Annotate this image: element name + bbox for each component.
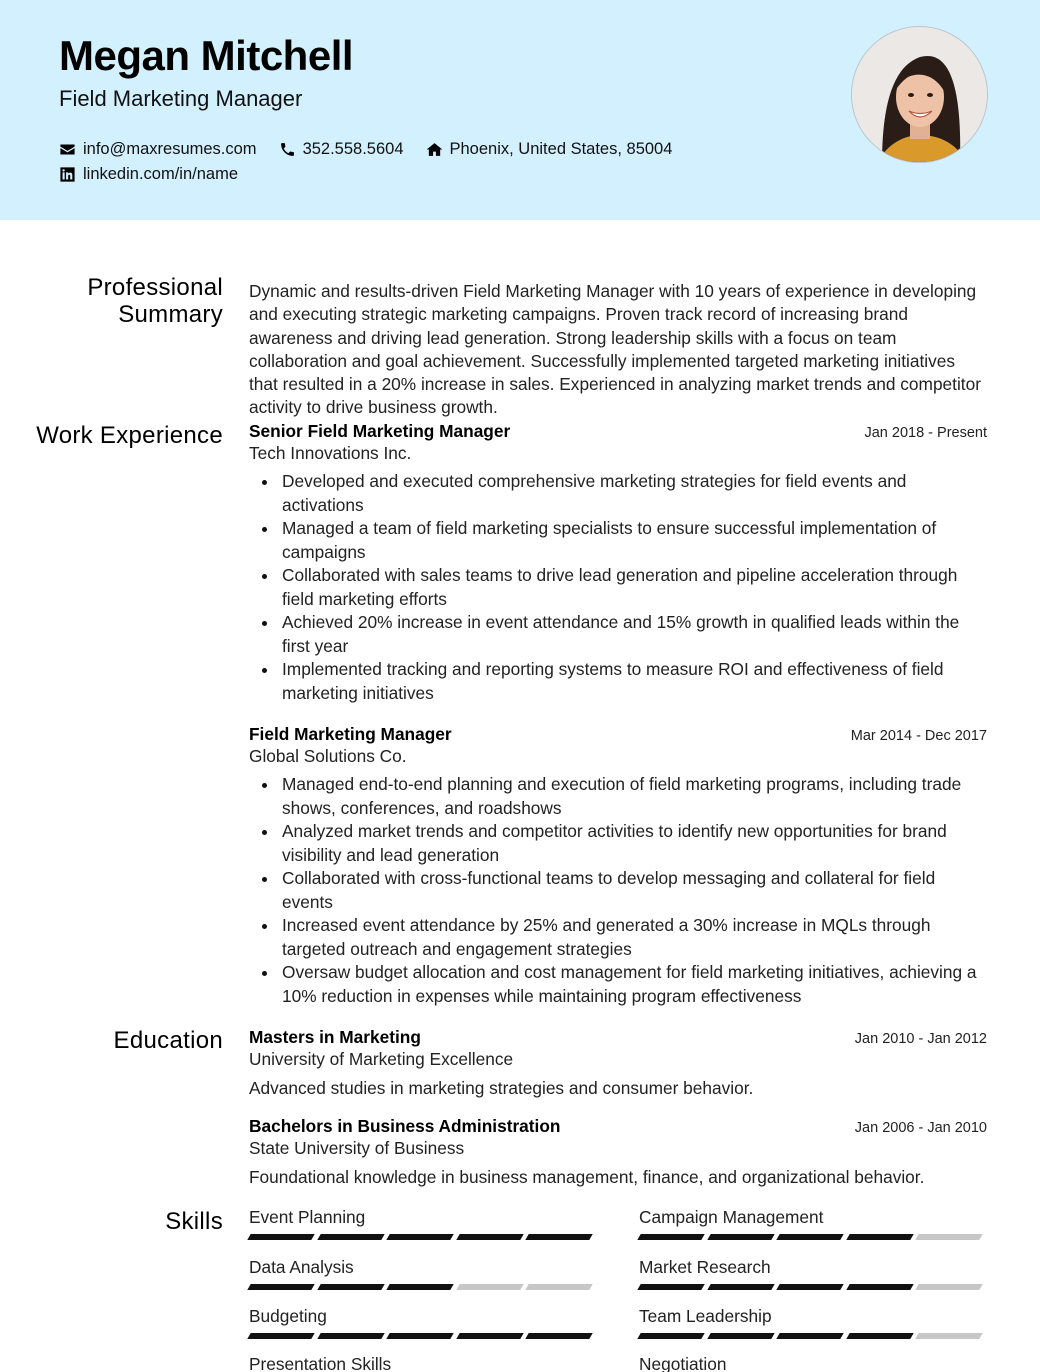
summary-block <box>249 280 987 420</box>
linkedin-text[interactable]: linkedin.com/in/name <box>83 165 238 183</box>
education-dates: Jan 2010 - Jan 2012 <box>854 1031 987 1047</box>
skill-segment <box>247 1333 315 1339</box>
skill-segment <box>386 1234 454 1240</box>
skill-name: Campaign Management <box>639 1207 824 1227</box>
home-icon <box>426 141 443 158</box>
skill-name: Negotiation <box>639 1354 727 1372</box>
contact-row-1 <box>59 140 694 159</box>
skill-name: Budgeting <box>249 1306 327 1326</box>
skill-level-bar <box>639 1234 987 1240</box>
skill-segment <box>707 1284 775 1290</box>
skill-item <box>639 1257 987 1290</box>
linkedin-icon <box>59 166 76 183</box>
job-dates: Jan 2018 - Present <box>864 425 987 441</box>
education-entry <box>249 1116 987 1189</box>
job-entry <box>249 724 987 1008</box>
skill-segment <box>846 1234 914 1240</box>
list-item: Oversaw budget allocation and cost management for field marketing initiatives, achieving a 10% reduction in expenses while maintaining program effectiveness <box>249 961 987 1008</box>
list-item: Implemented tracking and reporting systems to measure ROI and effectiveness of field marketing initiatives <box>249 658 987 705</box>
location-text: Phoenix, United States, 85004 <box>449 140 673 158</box>
candidate-name: Megan Mitchell <box>59 32 354 79</box>
list-item: Analyzed market trends and competitor activities to identify new opportunities for brand visibility and lead generation <box>249 820 987 867</box>
candidate-title: Field Marketing Manager <box>59 86 303 111</box>
skill-segment <box>846 1284 914 1290</box>
skill-segment <box>456 1333 524 1339</box>
email-text[interactable]: info@maxresumes.com <box>83 140 257 158</box>
list-item: Managed end-to-end planning and execution of field marketing programs, including trade shows, conferences, and roadshows <box>249 773 987 820</box>
skill-name: Presentation Skills <box>249 1354 392 1372</box>
skill-segment <box>456 1284 524 1290</box>
skill-segment <box>386 1284 454 1290</box>
phone-icon <box>279 141 296 158</box>
job-bullets <box>249 773 987 1008</box>
skill-item <box>249 1207 597 1240</box>
job-company: Tech Innovations Inc. <box>249 443 412 463</box>
skill-segment <box>776 1284 844 1290</box>
skill-segment <box>776 1333 844 1339</box>
skill-segment <box>247 1284 315 1290</box>
skill-item <box>249 1257 597 1290</box>
skill-segment <box>637 1284 705 1290</box>
degree-title: Masters in Marketing <box>249 1027 421 1047</box>
skill-segment <box>526 1234 594 1240</box>
contact-location <box>426 140 673 159</box>
skill-segment <box>707 1234 775 1240</box>
skill-level-bar <box>249 1333 597 1339</box>
skill-segment <box>317 1284 385 1290</box>
education-desc: Foundational knowledge in business management, finance, and organizational behavior. <box>249 1167 925 1187</box>
list-item: Increased event attendance by 25% and generated a 30% increase in MQLs through targeted outreach and engagement strategies <box>249 914 987 961</box>
job-bullets <box>249 470 987 705</box>
skill-segment <box>916 1333 984 1339</box>
skill-name: Data Analysis <box>249 1257 354 1277</box>
section-title-summary: Professional Summary <box>87 274 223 328</box>
list-item: Collaborated with cross-functional teams to develop messaging and collateral for field events <box>249 867 987 914</box>
skill-segment <box>526 1333 594 1339</box>
summary-text: Dynamic and results-driven Field Marketing Manager with 10 years of experience in developing and executing strategic marketing campaigns. Proven track record of increasing brand awareness and driving lead generation. Strong leadership skills with a focus on team collaboration and goal achievement. Successfully implemented targeted marketing initiatives that resulted in a 20% increase in sales. Experienced in analyzing market trends and competitor activity to drive business growth. <box>249 281 981 418</box>
skill-name: Event Planning <box>249 1207 366 1227</box>
skill-segment <box>637 1333 705 1339</box>
job-company: Global Solutions Co. <box>249 746 407 766</box>
job-title: Field Marketing Manager <box>249 724 452 744</box>
education-dates: Jan 2006 - Jan 2010 <box>854 1120 987 1136</box>
skill-segment <box>247 1234 315 1240</box>
skill-segment <box>386 1333 454 1339</box>
skill-segment <box>526 1284 594 1290</box>
list-item: Collaborated with sales teams to drive lead generation and pipeline acceleration through field marketing efforts <box>249 564 987 611</box>
job-entry <box>249 421 987 705</box>
skill-segment <box>456 1234 524 1240</box>
school-name: University of Marketing Excellence <box>249 1049 514 1069</box>
contact-email[interactable] <box>59 140 257 159</box>
skill-segment <box>317 1333 385 1339</box>
job-title: Senior Field Marketing Manager <box>249 421 511 441</box>
envelope-icon <box>59 141 76 158</box>
skill-segment <box>707 1333 775 1339</box>
skill-item <box>639 1207 987 1240</box>
skill-level-bar <box>639 1333 987 1339</box>
skill-level-bar <box>249 1234 597 1240</box>
phone-text: 352.558.5604 <box>302 140 404 158</box>
list-item: Achieved 20% increase in event attendance and 15% growth in qualified leads within the first year <box>249 611 987 658</box>
skill-segment <box>317 1234 385 1240</box>
job-dates: Mar 2014 - Dec 2017 <box>850 728 987 744</box>
skill-level-bar <box>639 1284 987 1290</box>
skill-segment <box>637 1234 705 1240</box>
list-item: Developed and executed comprehensive marketing strategies for field events and activations <box>249 470 987 517</box>
skill-level-bar <box>249 1284 597 1290</box>
section-title-education: Education <box>113 1027 223 1054</box>
skill-segment <box>916 1284 984 1290</box>
skill-item <box>249 1354 597 1372</box>
resume-header <box>0 0 1040 220</box>
contact-phone[interactable] <box>279 140 404 159</box>
skill-segment <box>846 1333 914 1339</box>
skill-segment <box>776 1234 844 1240</box>
skill-item <box>249 1306 597 1339</box>
skill-name: Team Leadership <box>639 1306 772 1326</box>
skill-segment <box>916 1234 984 1240</box>
degree-title: Bachelors in Business Administration <box>249 1116 561 1136</box>
education-entry <box>249 1027 987 1100</box>
contact-row-2 <box>59 165 260 184</box>
contact-linkedin[interactable] <box>59 165 238 184</box>
avatar <box>851 26 988 163</box>
education-desc: Advanced studies in marketing strategies and consumer behavior. <box>249 1078 754 1098</box>
skill-item <box>639 1354 987 1372</box>
section-title-skills: Skills <box>165 1208 223 1235</box>
skill-item <box>639 1306 987 1339</box>
skill-name: Market Research <box>639 1257 771 1277</box>
school-name: State University of Business <box>249 1138 465 1158</box>
section-title-experience: Work Experience <box>36 422 223 449</box>
list-item: Managed a team of field marketing specialists to ensure successful implementation of campaigns <box>249 517 987 564</box>
